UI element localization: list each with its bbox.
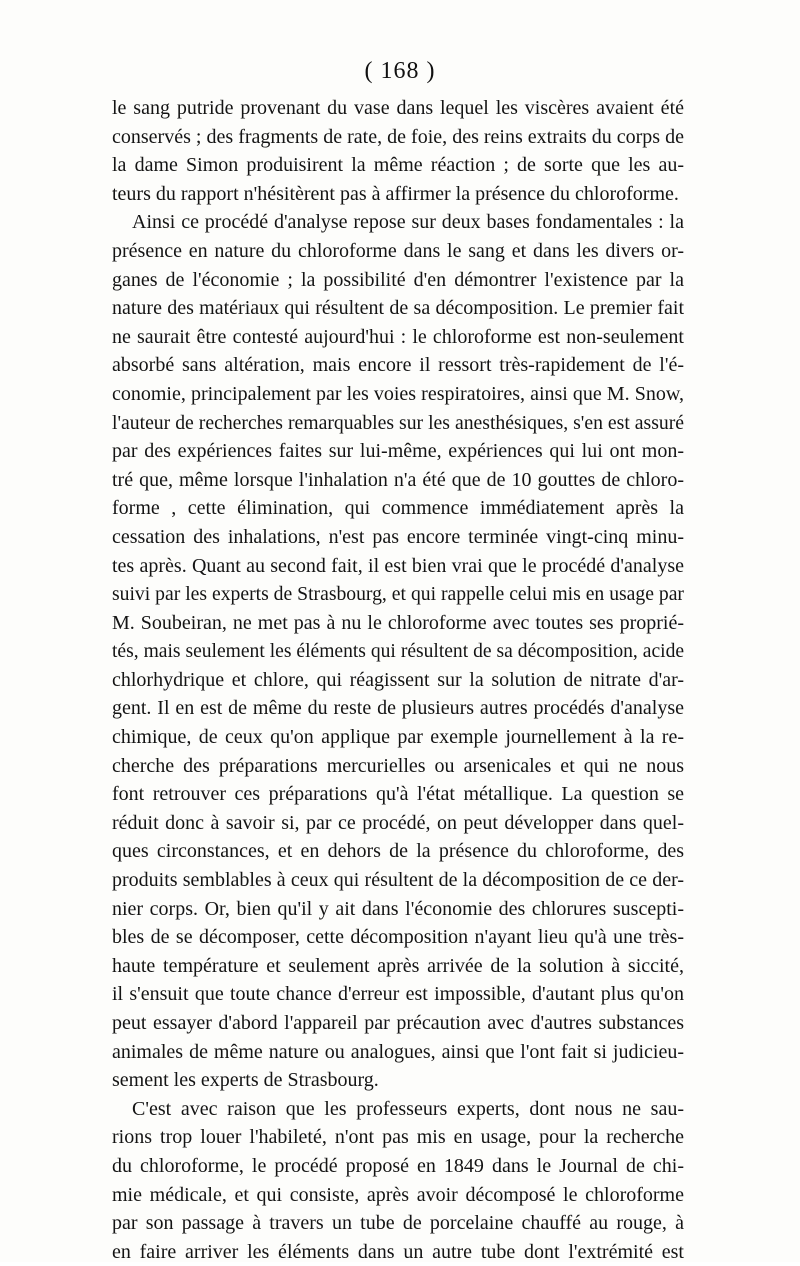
text-line: animales de même nature ou analogues, ainsi que l'ont fait si judicieu-	[112, 1040, 684, 1063]
text-line: peut essayer d'abord l'appareil par précaution avec d'autres substances	[112, 1012, 684, 1034]
text-line: M. Soubeiran, ne met pas à nu le chloroforme avec toutes ses proprié-	[112, 611, 684, 634]
text-line: font retrouver ces préparations qu'à l'état métallique. La question se	[112, 783, 684, 806]
text-line: produits semblables à ceux qui résultent de la décomposition de ce der-	[112, 869, 684, 892]
text-line: chimique, de ceux qu'on applique par exemple journellement à la re-	[112, 726, 684, 749]
text-line: tré que, même lorsque l'inhalation n'a été que de 10 gouttes de chloro-	[112, 468, 684, 491]
text-line: par des expériences faites sur lui-même, expériences qui lui ont mon-	[112, 440, 684, 463]
text-line: chlorhydrique et chlore, qui réagissent sur la solution de nitrate d'ar-	[112, 668, 684, 691]
text-line: l'auteur de recherches remarquables sur les anesthésiques, s'en est assuré	[112, 411, 685, 434]
text-line: forme , cette élimination, qui commence immédiatement après la	[112, 497, 684, 520]
text-line: ques circonstances, et en dehors de la présence du chloroforme, des	[112, 840, 684, 863]
text-line: la dame Simon produisirent la même réaction ; de sorte que les au-	[112, 154, 684, 177]
text-line: bles de se décomposer, cette décomposition n'ayant lieu qu'à une très-	[112, 926, 684, 949]
text-line: conomie, principalement par les voies respiratoires, ainsi que M. Snow,	[112, 382, 684, 405]
text-line: nature des matériaux qui résultent de sa décomposition. Le premier fait	[112, 297, 684, 320]
text-line: sement les experts de Strasbourg.	[112, 1069, 379, 1092]
text-line: par son passage à travers un tube de porcelaine chauffé au rouge, à	[112, 1212, 684, 1235]
text-line: rions trop louer l'habileté, n'ont pas mis en usage, pour la recherche	[112, 1126, 684, 1149]
text-line: tes après. Quant au second fait, il est bien vrai que le procédé d'analyse	[112, 554, 684, 577]
text-line: Ainsi ce procédé d'analyse repose sur deux bases fondamentales : la	[132, 211, 684, 234]
text-line: gent. Il en est de même du reste de plusieurs autres procédés d'analyse	[112, 697, 684, 720]
text-line: tés, mais seulement les éléments qui résultent de sa décomposition, acide	[112, 640, 685, 663]
text-line: réduit donc à savoir si, par ce procédé, on peut développer dans quel-	[112, 811, 684, 834]
text-line: du chloroforme, le procédé proposé en 1849 dans le Journal de chi-	[112, 1154, 684, 1177]
text-line: cherche des préparations mercurielles ou arsenicales et qui ne nous	[112, 754, 684, 777]
text-line: C'est avec raison que les professeurs experts, dont nous ne sau-	[132, 1097, 684, 1120]
text-line: teurs du rapport n'hésitèrent pas à affirmer la présence du chloroforme.	[112, 182, 679, 205]
text-line: le sang putride provenant du vase dans lequel les viscères avaient été	[112, 97, 684, 119]
text-line: conservés ; des fragments de rate, de foie, des reins extraits du corps de	[112, 125, 684, 148]
text-line: mie médicale, et qui consiste, après avoir décomposé le chloroforme	[112, 1183, 684, 1206]
text-line: absorbé sans altération, mais encore il ressort très-rapidement de l'é-	[112, 354, 684, 377]
text-line: nier corps. Or, bien qu'il y ait dans l'économie des chlorures suscepti-	[112, 897, 684, 920]
body-text	[112, 94, 684, 1266]
text-line: haute température et seulement après arrivée de la solution à siccité,	[112, 954, 684, 977]
text-line: ganes de l'économie ; la possibilité d'en démontrer l'existence par la	[112, 268, 684, 291]
page-number: ( 168 )	[364, 58, 436, 84]
text-line: il s'ensuit que toute chance d'erreur est impossible, d'autant plus qu'on	[112, 983, 684, 1006]
text-line: ne saurait être contesté aujourd'hui : le chloroforme est non-seulement	[112, 325, 684, 348]
text-line: cessation des inhalations, n'est pas encore terminée vingt-cinq minu-	[112, 525, 684, 548]
text-line: présence en nature du chloroforme dans le sang et dans les divers or-	[112, 239, 684, 262]
text-line: suivi par les experts de Strasbourg, et qui rappelle celui mis en usage par	[112, 583, 684, 606]
text-line: en faire arriver les éléments dans un autre tube dont l'extrémité est	[112, 1240, 684, 1263]
